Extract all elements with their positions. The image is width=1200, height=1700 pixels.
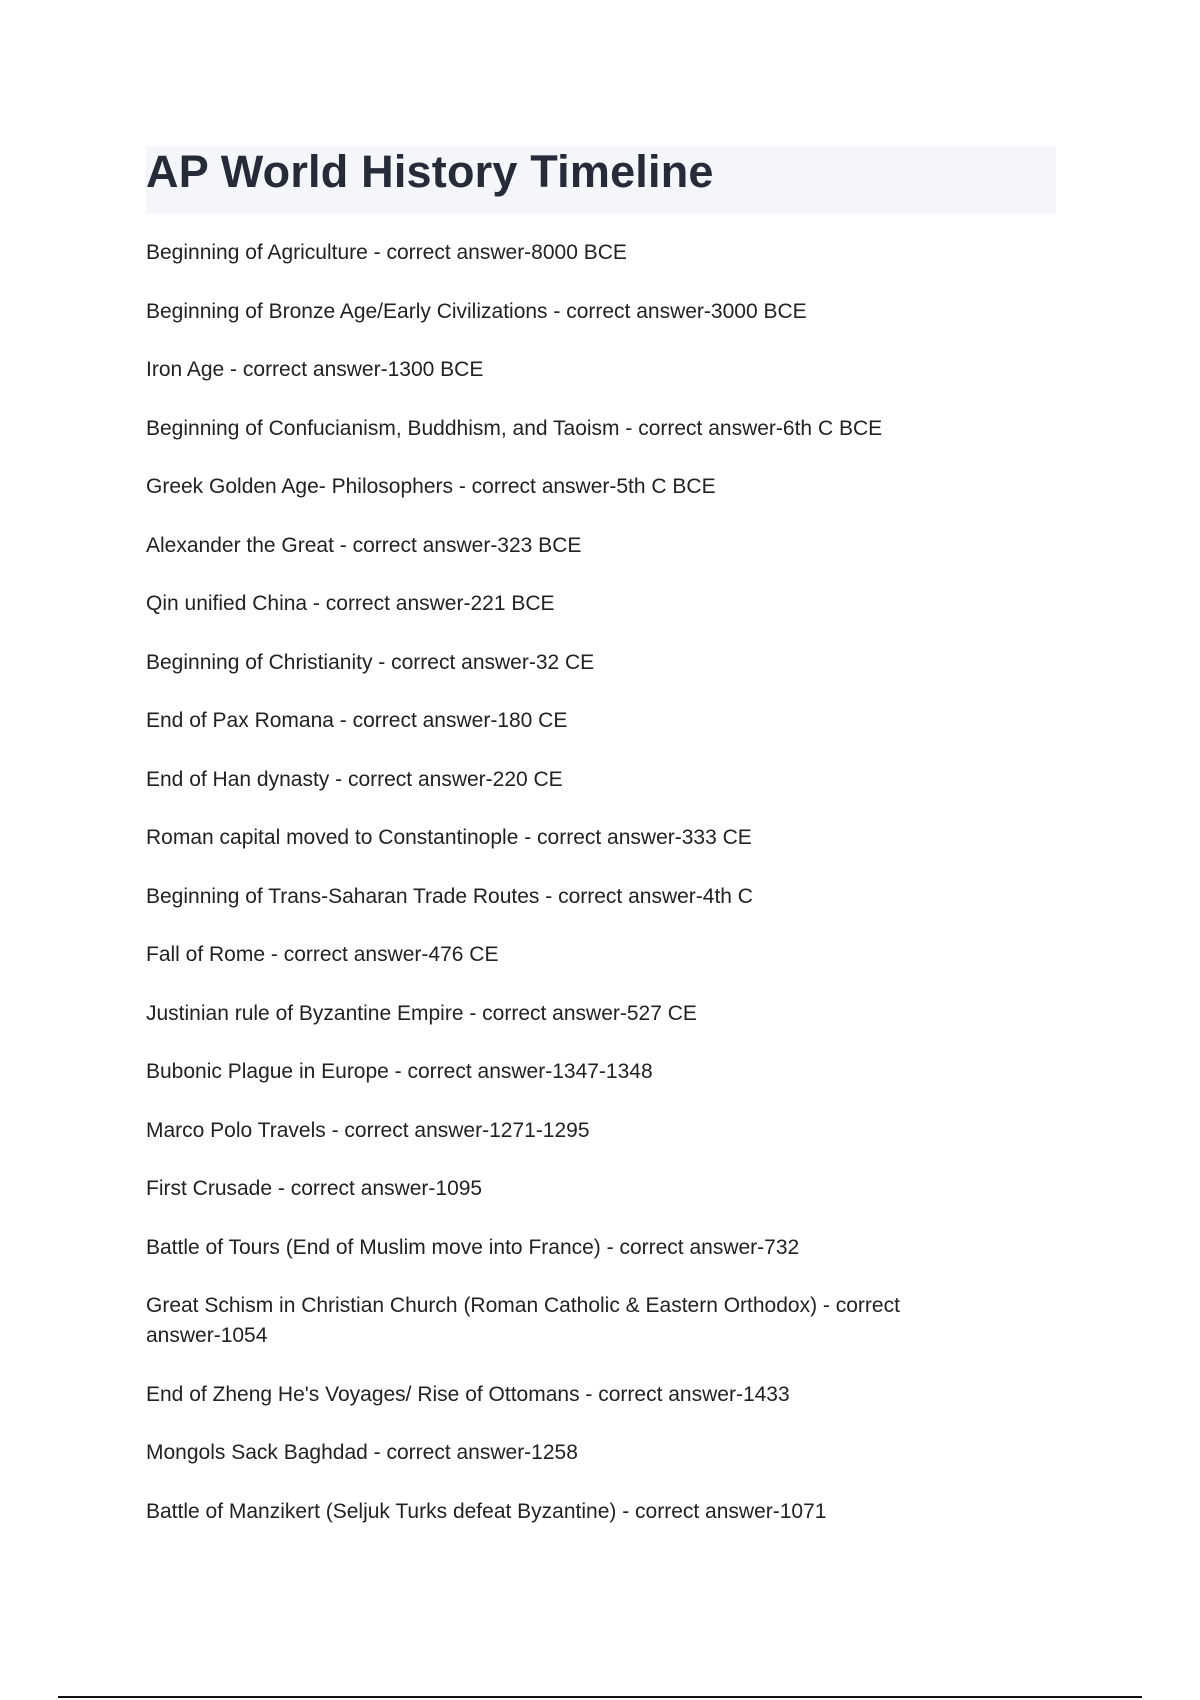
timeline-entry: End of Pax Romana - correct answer-180 CE	[146, 709, 568, 732]
timeline-entry: Marco Polo Travels - correct answer-1271-1295	[146, 1118, 590, 1142]
timeline-entry: Justinian rule of Byzantine Empire - correct answer-527 CE	[146, 1001, 697, 1025]
timeline-entry: Alexander the Great - correct answer-323 BCE	[146, 533, 582, 557]
timeline-entry: Beginning of Agriculture - correct answer-8000 BCE	[146, 241, 627, 264]
timeline-entry: Battle of Tours (End of Muslim move into France) - correct answer-732	[146, 1235, 800, 1259]
timeline-entry: First Crusade - correct answer-1095	[146, 1177, 483, 1200]
timeline-entry: Beginning of Bronze Age/Early Civilizations - correct answer-3000 BCE	[146, 299, 807, 323]
timeline-entry-list	[146, 238, 976, 1555]
timeline-entry: Beginning of Confucianism, Buddhism, and Taoism - correct answer-6th C BCE	[146, 416, 883, 440]
timeline-entry: End of Zheng He's Voyages/ Rise of Ottomans - correct answer-1433	[146, 1382, 790, 1406]
timeline-entry: Qin unified China - correct answer-221 BCE	[146, 592, 555, 615]
timeline-entry: Great Schism in Christian Church (Roman Catholic & Eastern Orthodox) - correct answer-1054	[146, 1294, 900, 1347]
timeline-entry: Iron Age - correct answer-1300 BCE	[146, 358, 484, 381]
timeline-entry: Roman capital moved to Constantinople - correct answer-333 CE	[146, 826, 752, 849]
timeline-entry: Bubonic Plague in Europe - correct answer-1347-1348	[146, 1060, 653, 1083]
timeline-entry: Fall of Rome - correct answer-476 CE	[146, 943, 499, 966]
timeline-entry: Greek Golden Age- Philosophers - correct answer-5th C BCE	[146, 475, 716, 498]
footer-divider	[58, 1696, 1142, 1698]
timeline-entry: End of Han dynasty - correct answer-220 CE	[146, 767, 563, 791]
timeline-entry: Beginning of Christianity - correct answer-32 CE	[146, 650, 595, 674]
page-title: AP World History Timeline	[146, 146, 714, 197]
timeline-entry: Battle of Manzikert (Seljuk Turks defeat Byzantine) - correct answer-1071	[146, 1499, 827, 1523]
timeline-entry: Mongols Sack Baghdad - correct answer-1258	[146, 1441, 578, 1464]
timeline-entry: Beginning of Trans-Saharan Trade Routes - correct answer-4th C	[146, 884, 753, 908]
